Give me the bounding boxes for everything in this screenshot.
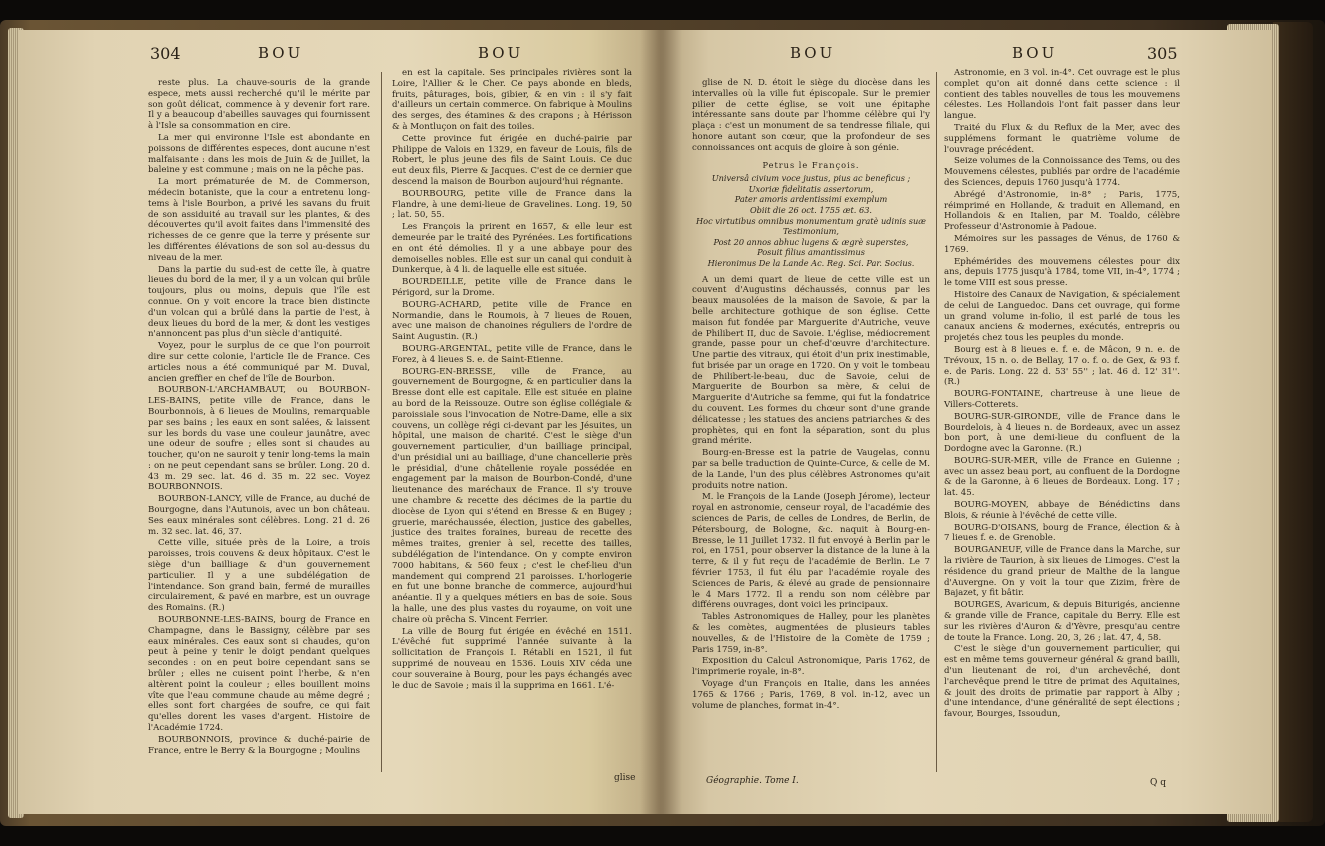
paragraph: BOURG-FONTAINE, chartreuse à une lieue de Villers-Cotterets. — [944, 389, 1180, 410]
paragraph: reste plus. La chauve-souris de la grande espece, mets aussi recherché qu'il le mérite par son goût délicat, commence à y devenir fort rare. Il y a beaucoup d'abeilles sauvages qui fournissent à l'Isle sa consommation en cire. — [148, 78, 370, 132]
paragraph: BOURG-SUR-MER, ville de France en Guienne ; avec un assez beau port, au confluent de la Dordogne & de la Garonne, à 6 lieues de Bordeaux. Long. 17 ; lat. 45. — [944, 455, 1180, 499]
left-running-head: BOU — [258, 44, 304, 62]
left-running-head-2: BOU — [478, 44, 524, 62]
right-running-head-2: BOU — [1012, 44, 1058, 62]
right-column-rule — [936, 72, 937, 772]
paragraph: BOURBON-L'ARCHAMBAUT, ou BOURBON-LES-BAINS, petite ville de France, dans le Bourbonnois, à 6 lieues de Moulins, remarquable par ses bains ; les eaux en sont salées, & laissent sur les bords du vase une couleur jaunâtre, avec une odeur de soufre ; elles sont si chaudes au toucher, qu'on ne sauroit y tenir long-tems la main : on ne peut cependant sans se brûler. Long. 20 d. 43 m. 29 sec. lat. 46 d. 35 m. 22 sec. Voyez BOURBONNOIS. — [148, 385, 370, 493]
paragraph: BOURBONNE-LES-BAINS, bourg de France en Champagne, dans le Bassigny, célèbre par ses eaux minérales. Ces eaux sont si chaudes, qu'on peut à peine y tenir le doigt pendant quelques secondes : on en peut boire cependant sans se brûler ; elles ne cuisent point l'herbe, & n'en altèrent point la couleur ; elles bouillent moins vîte que l'eau commune chaude au même degré ; elles sont fort chargées de soufre, ce qui fait qu'elles dorent les vases d'argent. Histoire de l'Académie 1724. — [148, 615, 370, 734]
paragraph: M. le François de la Lande (Joseph Jérome), lecteur royal en astronomie, censeur royal, de l'académie des sciences de Paris, de celles de Londres, de Berlin, de Pétersbourg, de Bologne, &c. naquit à Bourg-en-Bresse, le 11 Juillet 1732. Il fut envoyé à Berlin par le roi, en 1751, pour observer la distance de la lune à la terre, & il y fut reçu de l'académie de Berlin. Le 7 février 1753, il fut élu par l'académie royale des Sciences de Paris, & élevé au grade de pensionnaire le 4 Mars 1772. Il a rendu son nom célèbre par différens ouvrages, dont voici les principaux. — [692, 492, 930, 611]
epitaph-line: Pater amoris ardentissimi exemplum — [734, 194, 888, 205]
paragraph: BOURG-ACHARD, petite ville de France en Normandie, dans le Roumois, à 7 lieues de Rouen, avec une maison de chanoines réguliers de l'ordre de Saint Augustin. (R.) — [392, 299, 632, 343]
epitaph-line: Hieronimus De la Lande Ac. Reg. Sci. Par. Socius. — [707, 257, 915, 268]
paragraph: BOURGES, Avaricum, & depuis Biturigés, ancienne & grande ville de France, capitale du Berry. Elle est sur les rivières d'Auron & d'Yèvre, presqu'au centre de toute la France. Long. 20, 3, 26 ; lat. 47, 4, 58. — [944, 600, 1180, 643]
epitaph-line: Universâ civium voce justus, pius ac beneficus ; — [711, 173, 911, 184]
paragraph: BOURG-MOYEN, abbaye de Bénédictins dans Blois, & réunie à l'évêché de cette ville. — [944, 500, 1180, 521]
paragraph: Abrégé d'Astronomie, in-8° ; Paris, 1775, réimprimé en Hollande, & traduit en Allemand, en Hollandois & en Italien, par M. Toaldo, célèbre Professeur d'Astronomie à Padoue. — [944, 189, 1180, 233]
paragraph: Seize volumes de la Connoissance des Tems, ou des Mouvemens célestes, publiés par ordre de l'académie des Sciences, depuis 1760 jusqu'à 1774. — [944, 156, 1180, 188]
paragraph: La mer qui environne l'Isle est abondante en poissons de différentes especes, dont aucune n'est malfaisante : dans les mois de Juin & de Juillet, la baleine y est commune ; mais on ne la pêche pas. — [148, 132, 370, 176]
paragraph: Tables Astronomiques de Halley, pour les planètes & les comètes, augmentées de plusieurs tables nouvelles, & de l'Histoire de la Comète de 1759 ; Paris 1759, in-8°. — [692, 612, 930, 655]
paragraph: Ephémérides des mouvemens célestes pour dix ans, depuis 1775 jusqu'à 1784, tome VII, in-4°, 1774 ; le tome VIII est sous presse. — [944, 256, 1180, 289]
paragraph: BOURG-EN-BRESSE, ville de France, au gouvernement de Bourgogne, & en particulier dans la Bresse dont elle est capitale. Elle est située en plaine au bord de la Reissouze. Outre son église collégiale & paroissiale sous l'invocation de Notre-Dame, elle a six couvens, un collège régi ci-devant par les Jésuites, un hôpital, une maison de charité. C'est le siège d'un gouvernement particulier, d'un bailliage principal, d'un présidial uni au bailliage, d'une chancellerie près le présidial, d'une châtellenie royale possédée en engagement par la maison de Bourbon-Condé, d'une lieutenance des maréchaux de France. Il s'y trouve une chambre & recette des décimes de la partie du diocèse de Lyon qui s'étend en Bresse & en Bugey ; gruerie, maréchaussée, élection, justice des gabelles, justice des traites foraines, bureau de recette des mêmes traites, grenier à sel, recette des tailles, subdélégation de l'intendance. On y compte environ 7000 habitans, & 560 feux ; c'est le chef-lieu d'un mandement qui comprend 21 paroisses. L'horlogerie en fut une bonne branche de commerce, aujourd'hui anéantie. Il y a quelques métiers en bas de soie. Sous la halle, une des plus vastes du royaume, on voit une chaire où prêcha S. Vincent Ferrier. — [392, 366, 632, 625]
paragraph: en est la capitale. Ses principales rivières sont la Loire, l'Allier & le Cher. Ce pays abonde en bleds, fruits, pâturages, bois, gibier, & en vin : il s'y fait d'ailleurs un certain commerce. On fabrique à Moulins des serges, des étamines & des crapons ; à Hérisson & à Montluçon on fait des toiles. — [392, 68, 632, 132]
epitaph-line: Posuit filius amantissimus — [757, 247, 865, 258]
epitaph-line: Hoc virtutibus omnibus monumentum gratè udinis suæ — [696, 215, 926, 226]
paragraph: Traité du Flux & du Reflux de la Mer, avec des supplémens formant le quatrième volume de l'ouvrage précédent. — [944, 122, 1180, 155]
paragraph: BOURGANEUF, ville de France dans la Marche, sur la rivière de Taurion, à six lieues de Limoges. C'est la résidence du grand prieur de Malthe de la langue d'Auvergne. On y voit la tour que Zizim, frère de Bajazet, y fit bâtir. — [944, 545, 1180, 599]
paragraph: C'est le siège d'un gouvernement particulier, qui est en même tems gouverneur général & grand bailli, d'un lieutenant de roi, d'un archevêché, dont l'archevêque prend le titre de primat des Aquitaines, & jouit des droits de primatie par rapport à Alby ; d'une intendance, d'une généralité de sept élections ; favour, Bourges, Issoudun, — [944, 644, 1180, 720]
right-page-number: 305 — [1147, 44, 1178, 63]
paragraph: glise de N. D. étoit le siège du diocèse dans les intervalles où la ville fut épiscopale. Sur le premier pilier de cette église, se voit une épitaphe intéressante sans doute par l'homme célèbre qui l'y plaça : c'est un monument de sa tendresse filiale, qui honore autant son cœur, que la profondeur de ses connoissances ont acquis de gloire à son génie. — [692, 78, 930, 153]
paragraph: BOURBONNOIS, province & duché-pairie de France, entre le Berry & la Bourgogne ; Moulins — [148, 734, 370, 756]
epitaph — [692, 160, 930, 269]
epitaph-title: Petrus le François. — [762, 159, 860, 170]
book-gutter — [640, 30, 682, 814]
paragraph: Les François la prirent en 1657, & elle leur est demeurée par le traité des Pyrénées. Les fortifications en ont été démolies. Il y a une abbaye pour des demoiselles nobles. Elle est sur un canal qui conduit à Dunkerque, à 4 li. de laquelle elle est située. — [392, 222, 632, 276]
paragraph: BOURBOURG, petite ville de France dans la Flandre, à une demi-lieue de Gravelines. Long. 19, 50 ; lat. 50, 55. — [392, 188, 632, 221]
right-column-2 — [944, 68, 1180, 721]
epitaph-line: Uxoriæ fidelitatis assertorum, — [748, 183, 874, 194]
volume-footer: Géographie. Tome I. — [706, 776, 799, 786]
paragraph: Voyage d'un François en Italie, dans les années 1765 & 1766 ; Paris, 1769, 8 vol. in-12, avec un volume de planches, format in-4°. — [692, 679, 930, 711]
left-catchword: glise — [614, 773, 636, 783]
signature-mark: Q q — [1150, 778, 1167, 788]
paragraph: Bourg est à 8 lieues e. f. e. de Mâcon, 9 n. e. de Trévoux, 15 n. o. de Bellay, 17 o. f. o. de Gex, & 93 f. e. de Paris. Long. 22 d. 53' 55'' ; lat. 46 d. 12' 31''. (R.) — [944, 344, 1180, 388]
paragraph: Voyez, pour le surplus de ce que l'on pourroit dire sur cette colonie, l'article Ile de France. Ces articles nous a été communiqué par M. Duval, ancien greffier en chef de l'île de Bourbon. — [148, 341, 370, 384]
paragraph: La ville de Bourg fut érigée en évêché en 1511. L'évêché fut supprimé l'année suivante à la sollicitation de François I. Rétabli en 1521, il fut supprimé de nouveau en 1536. Louis XIV céda une cour souveraine à Bourg, pour les pays échangés avec le duc de Savoie ; mais il la supprima en 1661. L'é- — [392, 626, 632, 691]
paragraph: Exposition du Calcul Astronomique, Paris 1762, de l'imprimerie royale, in-8°. — [692, 656, 930, 678]
paragraph: BOURG-SUR-GIRONDE, ville de France dans le Bourdelois, à 4 lieues n. de Bordeaux, avec un assez bon port, à une demi-lieue du confluent de la Dordogne avec la Garonne. (R.) — [944, 411, 1180, 455]
paragraph: Cette ville, située près de la Loire, a trois paroisses, trois couvens & deux hôpitaux. C'est le siège d'un bailliage & d'un gouvernement particulier. Il y a une subdélégation de l'intendance. Son grand bain, fermé de murailles circulairement, & pavé en marbre, est un ouvrage des Romains. (R.) — [148, 538, 370, 614]
left-column-2 — [392, 68, 632, 692]
epitaph-line: Post 20 annos abhuc lugens & ægrè superstes, — [713, 236, 909, 247]
epitaph-line: Testimonium, — [782, 226, 839, 237]
paragraph: Astronomie, en 3 vol. in-4°. Cet ouvrage est le plus complet qu'on ait donné dans cette science : il contient des tables nouvelles de tous les mouvemens célestes. Les Hollandois l'ont fait passer dans leur langue. — [944, 68, 1180, 122]
epitaph-line: Obiit die 26 oct. 1755 æt. 63. — [749, 204, 873, 215]
paragraph: Dans la partie du sud-est de cette île, à quatre lieues du bord de la mer, il y a un volcan qui brûle toujours, plus ou moins, depuis que l'île est connue. On y voit encore la trace bien distincte d'un volcan qui a brûlé dans la partie de l'est, à deux lieues du bord de la mer, & dont les vestiges n'annoncent pas plus d'un siècle d'antiquité. — [148, 264, 370, 340]
paragraph: Mémoires sur les passages de Vénus, de 1760 & 1769. — [944, 233, 1180, 255]
left-column-rule — [381, 72, 382, 772]
paragraph: La mort prématurée de M. de Commerson, médecin botaniste, que la cour a entretenu long-tems à l'isle Bourbon, a privé les savans du fruit de son assiduité au travail sur les plantes, & des découvertes qu'il avoit faites dans l'immensité des richesses de ce genre que la terre y présente sur les différentes élévations de son sol au-dessus du niveau de la mer. — [148, 177, 370, 263]
paragraph: BOURDEILLE, petite ville de France dans le Périgord, sur la Drome. — [392, 277, 632, 298]
paragraph: BOURBON-LANCY, ville de France, au duché de Bourgogne, dans l'Autunois, avec un bon château. Ses eaux minérales sont célèbres. Long. 21 d. 26 m. 32 sec. lat. 46, 37. — [148, 494, 370, 537]
right-column-1 — [692, 78, 930, 712]
right-running-head: BOU — [790, 44, 836, 62]
left-column-1 — [148, 78, 370, 757]
right-cover — [1273, 22, 1313, 822]
paragraph: Cette province fut érigée en duché-pairie par Philippe de Valois en 1329, en faveur de Louis, fils de Robert, le plus jeune des fils de Saint Louis. Ce duc eut deux fils, Pierre & Jacques. C'est de ce dernier que descend la maison de Bourbon aujourd'hui régnante. — [392, 133, 632, 187]
paragraph: BOURG-D'OISANS, bourg de France, élection & à 7 lieues f. e. de Grenoble. — [944, 522, 1180, 544]
paragraph: Bourg-en-Bresse est la patrie de Vaugelas, connu par sa belle traduction de Quinte-Curce, & celle de M. de la Lande, l'un des plus célèbres Astronomes qu'ait produits notre nation. — [692, 448, 930, 491]
left-page-number: 304 — [150, 44, 181, 63]
paragraph: BOURG-ARGENTAL, petite ville de France, dans le Forez, à 4 lieues S. e. de Saint-Etienne. — [392, 343, 632, 365]
paragraph: Histoire des Canaux de Navigation, & spécialement de celui de Languedoc. Dans cet ouvrage, qui forme un grand volume in-folio, il est parlé de tous les canaux anciens & modernes, exécutés, entrepris ou projetés chez tous les peuples du monde. — [944, 289, 1180, 344]
paragraph: A un demi quart de lieue de cette ville est un couvent d'Augustins déchaussés, connus par les beaux mausolées de la maison de Savoie, & par la belle architecture gothique de son église. Cette maison fut fondée par Marguerite d'Autriche, veuve de Philibert II, duc de Savoie. L'église, médiocrement grande, passe pour un chef-d'œuvre d'architecture. Une partie des vitraux, qui étoit d'un prix inestimable, fut brisée par un orage en 1720. On y voit le tombeau de Philibert-le-beau, duc de Savoie, celui de Marguerite de Bourbon sa mère, & celui de Marguerite d'Autriche sa femme, qui fut la fondatrice du couvent. Les formes du chœur sont d'une grande délicatesse ; les statues des anciens patriarches & des prophètes, qui en font la séparation, sont du plus grand mérite. — [692, 274, 930, 447]
